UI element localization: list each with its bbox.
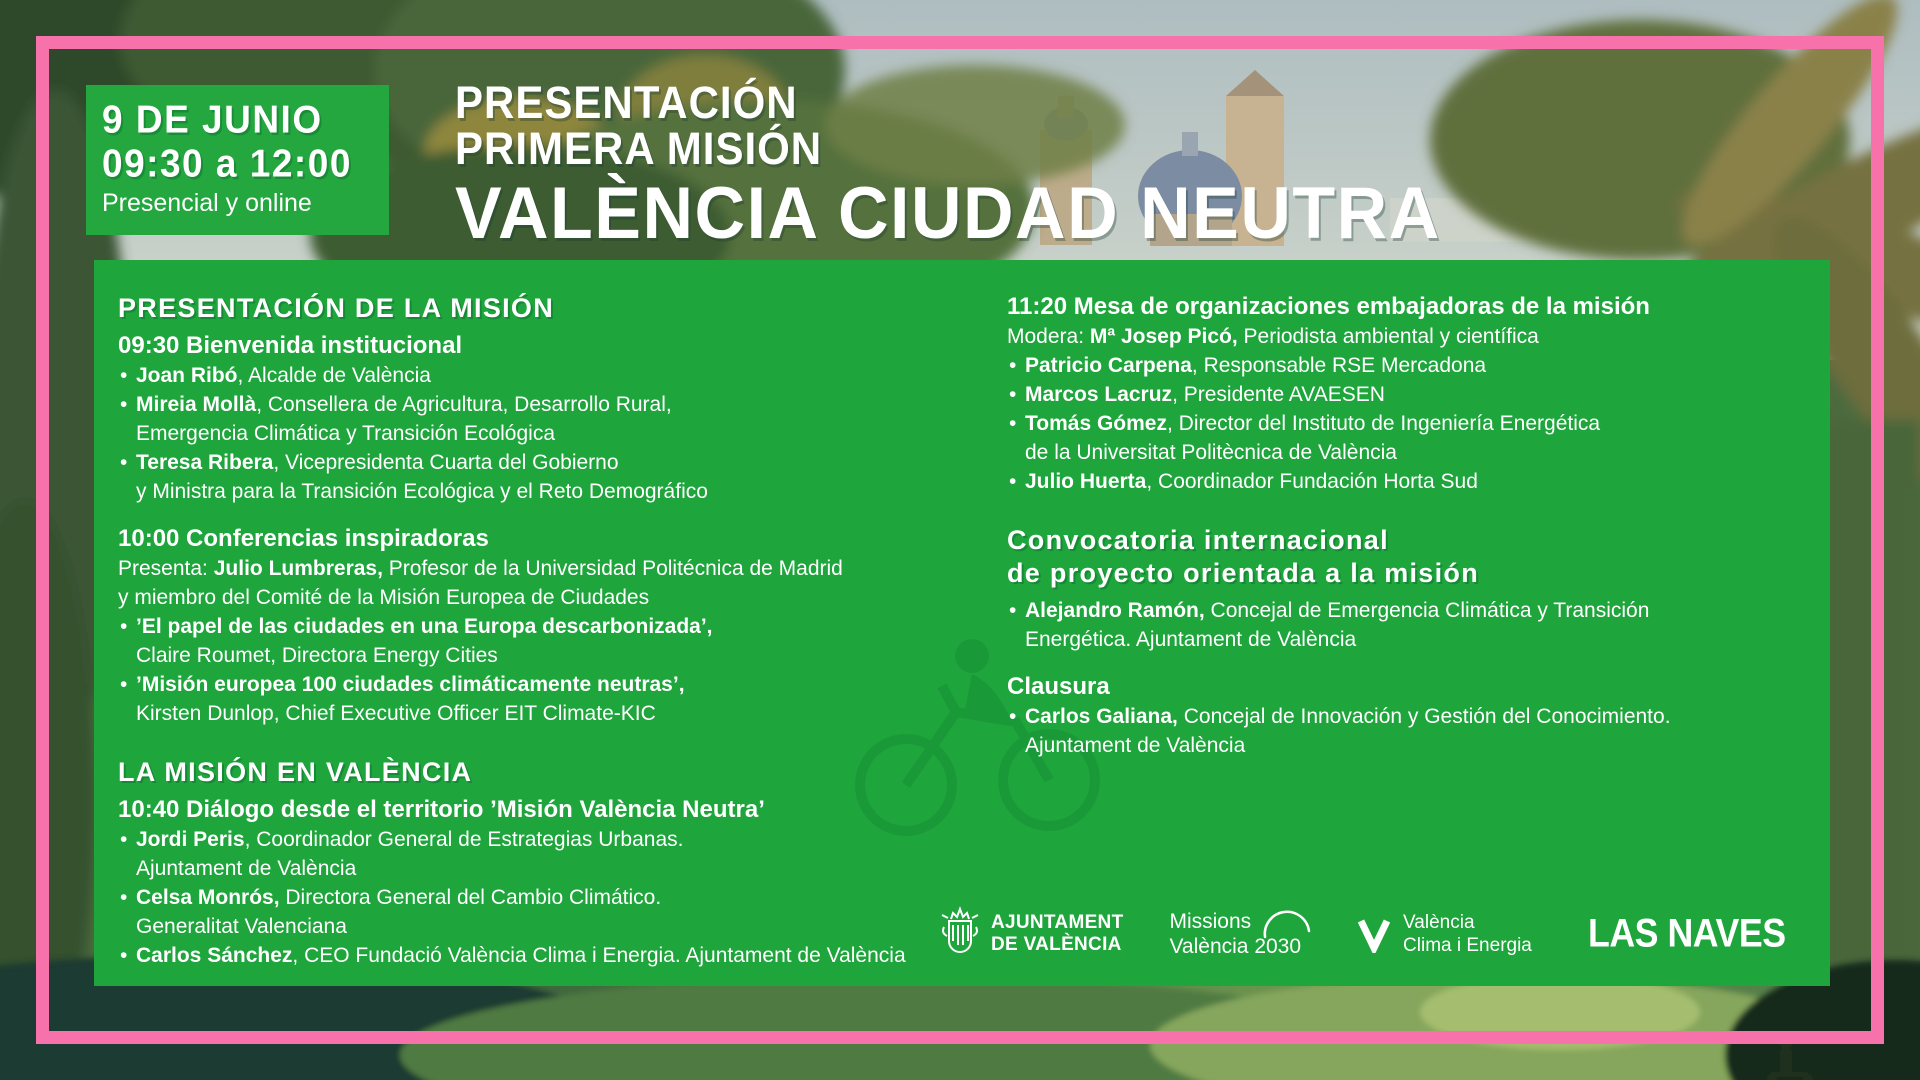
bullet-marker: • — [1009, 412, 1017, 435]
event-date: 9 DE JUNIO — [102, 98, 323, 142]
spacer — [118, 728, 998, 746]
speaker-item: • Tomás Gómez, Director del Instituto de Ingeniería Energética de la Universitat Politècnica de València — [1007, 409, 1819, 467]
program-column-left — [118, 292, 998, 970]
page-title — [455, 76, 1441, 254]
program-text: Presenta: Julio Lumbreras, Profesor de la Universidad Politécnica de Madrid y miembro del Comité de la Misión Europea de Ciudades — [118, 557, 843, 609]
section-heading: LA MISIÓN EN VALÈNCIA — [118, 757, 473, 787]
ajuntament-logo-line1: AJUNTAMENT — [991, 912, 1124, 933]
speaker-item: • Mireia Mollà, Consellera de Agricultura, Desarrollo Rural, Emergencia Climática y Transición Ecológica — [118, 390, 998, 448]
valencia-clima-energia-logo — [1357, 911, 1532, 957]
speaker-item: • Jordi Peris, Coordinador General de Estrategias Urbanas. Ajuntament de València — [118, 825, 998, 883]
bullet-marker: • — [1009, 705, 1017, 728]
bullet-marker: • — [1009, 354, 1017, 377]
speaker-item: • Alejandro Ramón, Concejal de Emergencia Climática y Transición Energética. Ajuntament de València — [1007, 596, 1819, 654]
section-heading: Convocatoria internacional de proyecto orientada a la misión — [1007, 525, 1480, 588]
date-time-box — [86, 85, 389, 235]
ajuntament-logo-line2: DE VALÈNCIA — [991, 934, 1122, 955]
las-naves-logo: LAS NAVES — [1587, 911, 1786, 956]
bullet-marker: • — [120, 828, 128, 851]
clima-logo-line1: València — [1403, 912, 1475, 933]
spacer — [1007, 654, 1819, 672]
title-line-2: PRIMERA MISIÓN — [455, 122, 823, 174]
missions-logo-line1: Missions — [1169, 910, 1252, 933]
programme-panel — [94, 260, 1830, 986]
clima-v-icon — [1357, 915, 1393, 953]
bullet-marker: • — [120, 673, 128, 696]
spacer — [118, 506, 998, 524]
bullet-marker: • — [120, 393, 128, 416]
bullet-marker: • — [1009, 470, 1017, 493]
bullet-marker: • — [120, 886, 128, 909]
speaker-item: • ’Misión europea 100 ciudades climáticamente neutras’, Kirsten Dunlop, Chief Executive Officer EIT Climate-KIC — [118, 670, 998, 728]
ajuntament-coat-of-arms-icon — [941, 905, 979, 963]
spacer — [1007, 496, 1819, 514]
clima-logo-line2: Clima i Energia — [1403, 935, 1532, 956]
bullet-marker: • — [120, 451, 128, 474]
missions-arc-icon — [1255, 891, 1321, 941]
bullet-marker: • — [120, 615, 128, 638]
bullet-marker: • — [1009, 383, 1017, 406]
section-heading: PRESENTACIÓN DE LA MISIÓN — [118, 293, 555, 323]
speaker-item: • Carlos Sánchez, CEO Fundació València Clima i Energia. Ajuntament de València — [118, 941, 998, 970]
title-line-1: PRESENTACIÓN — [455, 76, 798, 128]
speaker-item: • Patricio Carpena, Responsable RSE Mercadona — [1007, 351, 1819, 380]
missions-valencia-2030-logo — [1169, 909, 1301, 959]
session-title: 11:20 Mesa de organizaciones embajadoras de la misión — [1007, 293, 1650, 320]
session-title: 10:00 Conferencias inspiradoras — [118, 525, 489, 552]
partner-logos — [941, 904, 1798, 964]
ajuntament-valencia-logo — [941, 905, 1123, 963]
speaker-item: • Julio Huerta, Coordinador Fundación Horta Sud — [1007, 467, 1819, 496]
bullet-marker: • — [1009, 599, 1017, 622]
session-title: 09:30 Bienvenida institucional — [118, 332, 463, 359]
event-time: 09:30 a 12:00 — [102, 142, 352, 186]
bullet-marker: • — [120, 364, 128, 387]
session-title: 10:40 Diálogo desde el territorio ’Misión València Neutra’ — [118, 796, 765, 823]
bullet-marker: • — [120, 944, 128, 967]
speaker-item: • ’El papel de las ciudades en una Europa descarbonizada’, Claire Roumet, Directora Energy Cities — [118, 612, 998, 670]
event-mode: Presencial y online — [102, 189, 312, 217]
speaker-item: • Carlos Galiana, Concejal de Innovación y Gestión del Conocimiento. Ajuntament de València — [1007, 702, 1819, 760]
speaker-item: • Joan Ribó, Alcalde de València — [118, 361, 998, 390]
speaker-item: • Teresa Ribera, Vicepresidenta Cuarta del Gobierno y Ministra para la Transición Ecológica y el Reto Demográfico — [118, 448, 998, 506]
program-column-right — [1007, 292, 1819, 760]
program-text: Modera: Mª Josep Picó, Periodista ambiental y científica — [1007, 325, 1539, 348]
session-title: Clausura — [1007, 673, 1110, 700]
speaker-item: • Marcos Lacruz, Presidente AVAESEN — [1007, 380, 1819, 409]
speaker-item: • Celsa Monrós, Directora General del Cambio Climático. Generalitat Valenciana — [118, 883, 998, 941]
title-line-3: VALÈNCIA CIUDAD NEUTRA — [455, 171, 1441, 254]
missions-logo-line2: València 2030 — [1169, 935, 1302, 958]
